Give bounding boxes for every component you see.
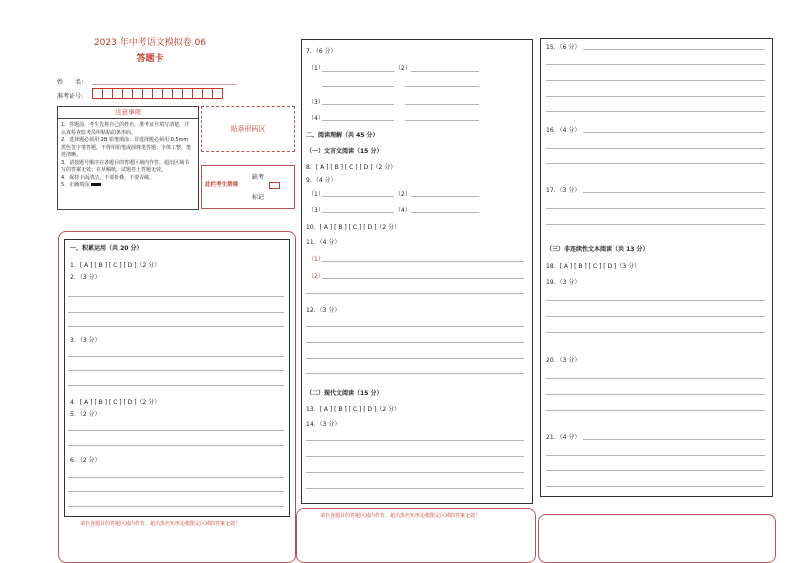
q9-part-1: （1） [308, 191, 324, 198]
column-3-bottom-frame [538, 514, 776, 563]
section-1-heading: 一、积累运用（共 20 分） [70, 245, 143, 252]
exam-id-boxes[interactable] [92, 88, 222, 99]
column-2-footer-note: 请在各题目的答题区域内作答，超出黑色矩形边框限定区域的答案无效！ [320, 513, 481, 519]
answer-line[interactable] [411, 212, 479, 213]
q10-choices[interactable]: 10．[ A ] [ B ] [ C ] [ D ]（2 分） [306, 224, 401, 231]
q3-label: 3．（3 分） [70, 337, 101, 344]
absent-box [201, 165, 295, 209]
answer-line[interactable] [546, 300, 765, 301]
answer-line[interactable] [546, 96, 765, 97]
q7-part-4: （4） [308, 115, 324, 122]
subsection-2-heading: （二）现代文阅读（15 分） [306, 390, 383, 397]
name-label: 姓 名： [57, 79, 88, 86]
answer-line[interactable] [306, 373, 524, 374]
answer-line[interactable] [68, 312, 284, 313]
answer-line[interactable] [546, 111, 765, 112]
answer-line[interactable] [68, 370, 284, 371]
answer-line[interactable] [68, 385, 284, 386]
absent-checkbox[interactable] [269, 182, 280, 189]
q13-choices[interactable]: 13．[ A ] [ B ] [ C ] [ D ]（2 分） [306, 406, 401, 413]
notice-item: 3．请按题号顺序在各题目的答题区域内作答，超出区域书写的答案无效；在草稿纸、试题卷上答题无效。 [61, 159, 190, 173]
absent-mark-label-2: 标记 [252, 194, 265, 201]
answer-line[interactable] [583, 192, 765, 193]
answer-line[interactable] [306, 326, 524, 327]
section-2-heading: 二、阅读理解（共 45 分） [306, 132, 379, 139]
answer-line[interactable] [306, 440, 524, 441]
q18-choices[interactable]: 18．[ A ] [ B ] [ C ] [ D ]（3 分） [546, 263, 641, 270]
answer-line[interactable] [322, 278, 524, 279]
answer-line[interactable] [322, 86, 394, 87]
notice-item: 5．正确填涂 [61, 182, 90, 188]
filled-mark-sample [91, 183, 101, 186]
q5-label: 5．（2 分） [70, 411, 101, 418]
id-digit-box[interactable] [212, 88, 223, 99]
column-2-box [301, 39, 533, 504]
q9-part-4: （4） [395, 207, 411, 214]
q11-part-1: （1） [308, 256, 324, 263]
answer-line[interactable] [546, 208, 765, 209]
notice-item: 2．选择题必须用 2B 铅笔填涂；非选择题必须用 0.5mm 黑色签字笔答题，不得用铅笔或圆珠笔答题；字体工整、笔迹清晰。 [61, 137, 192, 158]
answer-line[interactable] [546, 410, 765, 411]
answer-line[interactable] [546, 64, 765, 65]
answer-line[interactable] [306, 342, 524, 343]
q21-label: 21．（4 分） [546, 434, 581, 441]
q2-label: 2．（3 分） [70, 274, 101, 281]
answer-line[interactable] [68, 477, 284, 478]
notice-item-fill [61, 182, 194, 190]
answer-line[interactable] [405, 104, 479, 105]
answer-line[interactable] [546, 332, 765, 333]
notice-item: 4．保持卡面清洁，不要折叠、不要弄破。 [61, 174, 155, 181]
notice-heading: 注意事项 [58, 107, 198, 119]
answer-line[interactable] [546, 80, 765, 81]
answer-line[interactable] [68, 430, 284, 431]
q8-choices[interactable]: 8．[ A ] [ B ] [ C ] [ D ]（2 分） [306, 164, 397, 171]
answer-line[interactable] [546, 224, 765, 225]
q20-label: 20．（3 分） [546, 357, 581, 364]
answer-line[interactable] [68, 326, 284, 327]
q17-label: 17．（3 分） [546, 187, 581, 194]
answer-line[interactable] [583, 439, 765, 440]
notice-box [57, 106, 199, 210]
answer-line[interactable] [68, 356, 284, 357]
answer-line[interactable] [306, 488, 524, 489]
q14-label: 14．（3 分） [306, 421, 341, 428]
answer-line[interactable] [322, 120, 394, 121]
answer-line[interactable] [546, 316, 765, 317]
q15-label: 15．（6 分） [546, 44, 581, 51]
answer-line[interactable] [411, 196, 479, 197]
answer-line[interactable] [546, 378, 765, 379]
answer-line[interactable] [306, 358, 524, 359]
q7-part-3: （3） [308, 99, 324, 106]
answer-line[interactable] [546, 455, 765, 456]
q9-label: 9．（4 分） [306, 177, 337, 184]
exam-title: 2023 年中考语文模拟卷 06 [93, 38, 207, 48]
answer-line[interactable] [322, 212, 394, 213]
notice-item: 1．答题前，考生先将自己的姓名，准考证号填写清楚，并认真检查监考员所粘贴的条形码。 [61, 122, 190, 136]
answer-line[interactable] [546, 148, 765, 149]
answer-line[interactable] [546, 394, 765, 395]
barcode-label: 贴条形码区 [230, 125, 266, 133]
q7-part-2: （2） [395, 65, 411, 72]
answer-line[interactable] [405, 120, 479, 121]
absent-label: 此栏考生禁填 [205, 182, 239, 188]
q11-label: 11．（4 分） [306, 239, 341, 246]
name-field[interactable] [92, 76, 237, 85]
q1-choices[interactable]: 1．[ A ] [ B ] [ C ] [ D ]（2 分） [70, 262, 161, 269]
answer-line[interactable] [306, 456, 524, 457]
answer-line[interactable] [68, 296, 284, 297]
q7-part-1: （1） [308, 65, 324, 72]
q4-choices[interactable]: 4．[ A ] [ B ] [ C ] [ D ]（2 分） [70, 399, 161, 406]
column-1-footer-note: 请在各题目的答题区域内作答，超出黑色矩形边框限定区域的答案无效！ [80, 521, 241, 527]
q12-label: 12．（3 分） [306, 307, 341, 314]
answer-line[interactable] [322, 261, 524, 262]
answer-line[interactable] [546, 470, 765, 471]
answer-line[interactable] [68, 506, 284, 507]
q6-label: 6．（2 分） [70, 457, 101, 464]
exam-subtitle: 答题卡 [136, 54, 164, 64]
barcode-area [201, 106, 295, 152]
q19-label: 19．（3 分） [546, 279, 581, 286]
answer-line[interactable] [411, 71, 479, 72]
q7-label: 7．（6 分） [306, 48, 337, 55]
subsection-1-heading: （一）文言文阅读（15 分） [306, 148, 383, 155]
answer-line[interactable] [583, 132, 765, 133]
answer-line[interactable] [322, 104, 394, 105]
answer-line[interactable] [322, 196, 394, 197]
q11-part-2: （2） [308, 273, 324, 280]
answer-line[interactable] [68, 445, 284, 446]
answer-line[interactable] [546, 486, 765, 487]
answer-line[interactable] [583, 49, 765, 50]
answer-line[interactable] [68, 491, 284, 492]
q9-part-2: （2） [395, 191, 411, 198]
answer-line[interactable] [405, 86, 479, 87]
q9-part-3: （3） [308, 207, 324, 214]
answer-line[interactable] [306, 472, 524, 473]
answer-line[interactable] [306, 293, 524, 294]
subsection-3-heading: （三）非连续性文本阅读（共 13 分） [546, 246, 649, 253]
answer-line[interactable] [546, 163, 765, 164]
q16-label: 16．（4 分） [546, 127, 581, 134]
answer-line[interactable] [322, 71, 394, 72]
absent-mark-label: 缺考 [252, 174, 265, 181]
exam-id-label: 准考证号： [57, 93, 88, 100]
